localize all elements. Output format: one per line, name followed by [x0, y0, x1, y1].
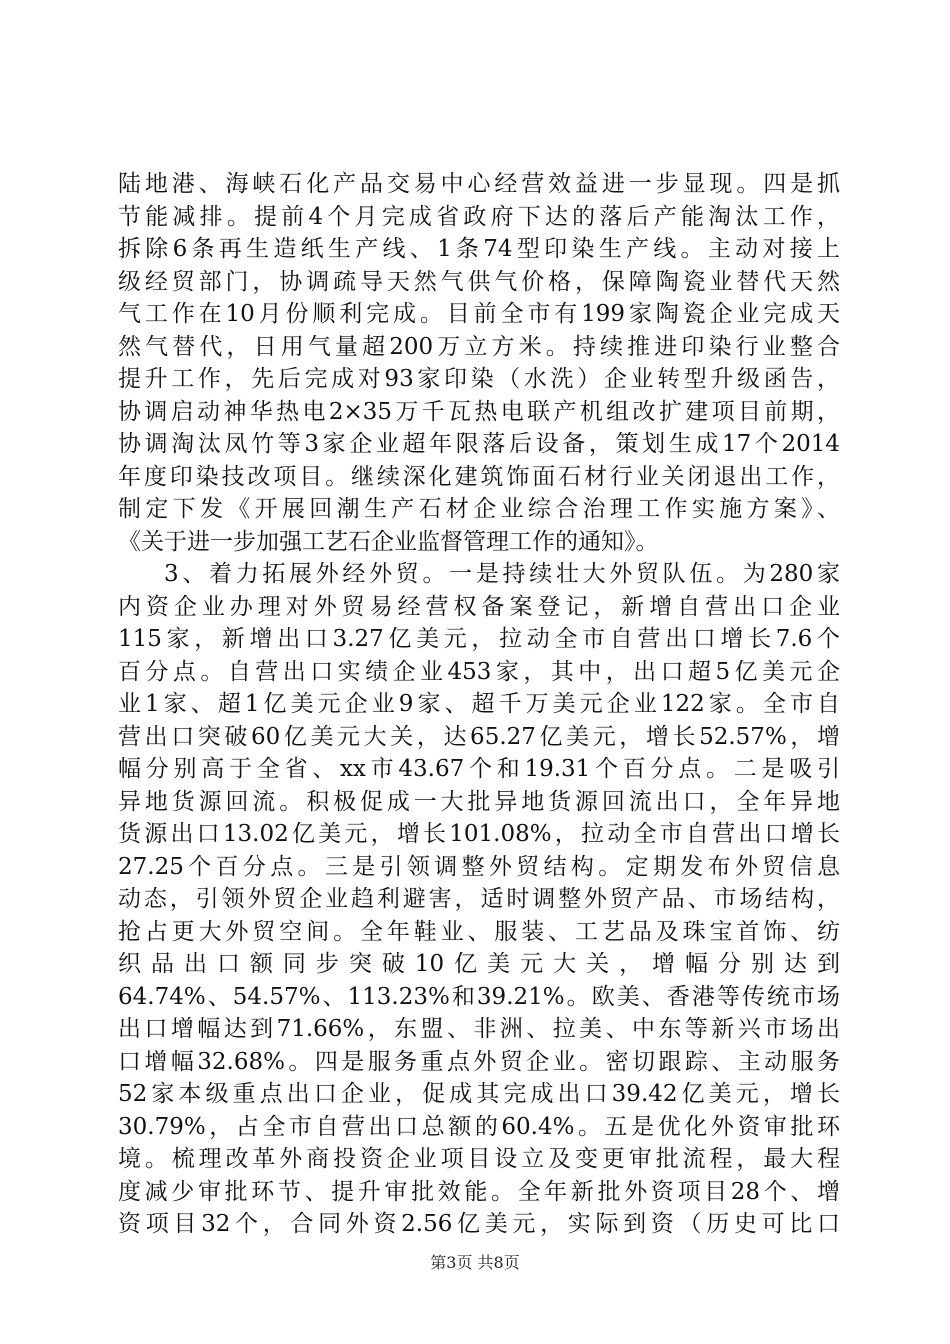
text-line: 《关于进一步加强工艺石企业监督管理工作的通知》。	[118, 528, 659, 555]
text-line: 制定下发《开展回潮生产石材企业综合治理工作实施方案》、	[118, 496, 840, 522]
text-line: 级经贸部门，协调疏导天然气供气价格，保障陶瓷业替代天然	[118, 268, 840, 295]
text-line: 陆地港、海峡石化产品交易中心经营效益进一步显现。四是抓	[118, 171, 840, 197]
text-line: 气工作在10月份顺利完成。目前全市有199家陶瓷企业完成天	[118, 301, 840, 327]
text-line: 百分点。自营出口实绩企业453家，其中，出口超5亿美元企	[118, 658, 840, 685]
text-line: 协调启动神华热电2×35万千瓦热电联产机组改扩建项目前期，	[118, 398, 840, 425]
text-line: 115家，新增出口3.27亿美元，拉动全市自营出口增长7.6个	[118, 626, 840, 652]
text-line: 异地货源回流。积极促成一大批异地货源回流出口，全年异地	[118, 788, 840, 815]
text-line: 年度印染技改项目。继续深化建筑饰面石材行业关闭退出工作，	[118, 463, 840, 490]
text-line: 节能减排。提前4个月完成省政府下达的落后产能淘汰工作，	[118, 203, 840, 230]
text-line: 度减少审批环节、提升审批效能。全年新批外资项目28个、增	[118, 1178, 840, 1205]
text-line: 资项目32个，合同外资2.56亿美元，实际到资（历史可比口	[118, 1211, 840, 1237]
page-number-label: 第3页 共8页	[430, 1253, 520, 1272]
text-line: 内资企业办理对外贸易经营权备案登记，新增自营出口企业	[118, 593, 840, 620]
text-line: 协调淘汰凤竹等3家企业超年限落后设备，策划生成17个2014	[118, 431, 840, 457]
text-line: 动态，引领外贸企业趋利避害，适时调整外贸产品、市场结构，	[118, 886, 840, 912]
text-line: 27.25个百分点。三是引领调整外贸结构。定期发布外贸信息	[118, 853, 840, 880]
text-line: 出口增幅达到71.66%，东盟、非洲、拉美、中东等新兴市场出	[118, 1016, 840, 1042]
text-line: 幅分别高于全省、xx市43.67个和19.31个百分点。二是吸引	[118, 756, 840, 782]
text-line: 营出口突破60亿美元大关，达65.27亿美元，增长52.57%，增	[118, 723, 840, 750]
text-line: 拆除6条再生造纸生产线、1条74型印染生产线。主动对接上	[118, 236, 840, 262]
text-line: 口增幅32.68%。四是服务重点外贸企业。密切跟踪、主动服务	[118, 1048, 840, 1075]
text-line: 52家本级重点出口企业，促成其完成出口39.42亿美元，增长	[118, 1081, 840, 1107]
page-footer	[0, 1250, 950, 1273]
text-line: 织品出口额同步突破10亿美元大关，增幅分别达到	[118, 951, 840, 977]
text-line: 抢占更大外贸空间。全年鞋业、服装、工艺品及珠宝首饰、纺	[118, 918, 840, 945]
text-line: 30.79%，占全市自营出口总额的60.4%。五是优化外资审批环	[118, 1113, 840, 1140]
text-line: 境。梳理改革外商投资企业项目设立及变更审批流程，最大程	[118, 1146, 840, 1172]
text-line: 货源出口13.02亿美元，增长101.08%，拉动全市自营出口增长	[118, 821, 840, 847]
text-line: 提升工作，先后完成对93家印染（水洗）企业转型升级函告，	[118, 366, 840, 392]
body-text	[118, 168, 840, 1241]
text-line: 业1家、超1亿美元企业9家、超千万美元企业122家。全市自	[118, 691, 840, 717]
section-heading-line: 3、着力拓展外经外贸。一是持续壮大外贸队伍。为280家	[164, 561, 840, 587]
text-line: 64.74%、54.57%、113.23%和39.21%。欧美、香港等传统市场	[118, 983, 840, 1010]
text-line: 然气替代，日用气量超200万立方米。持续推进印染行业整合	[118, 333, 840, 360]
